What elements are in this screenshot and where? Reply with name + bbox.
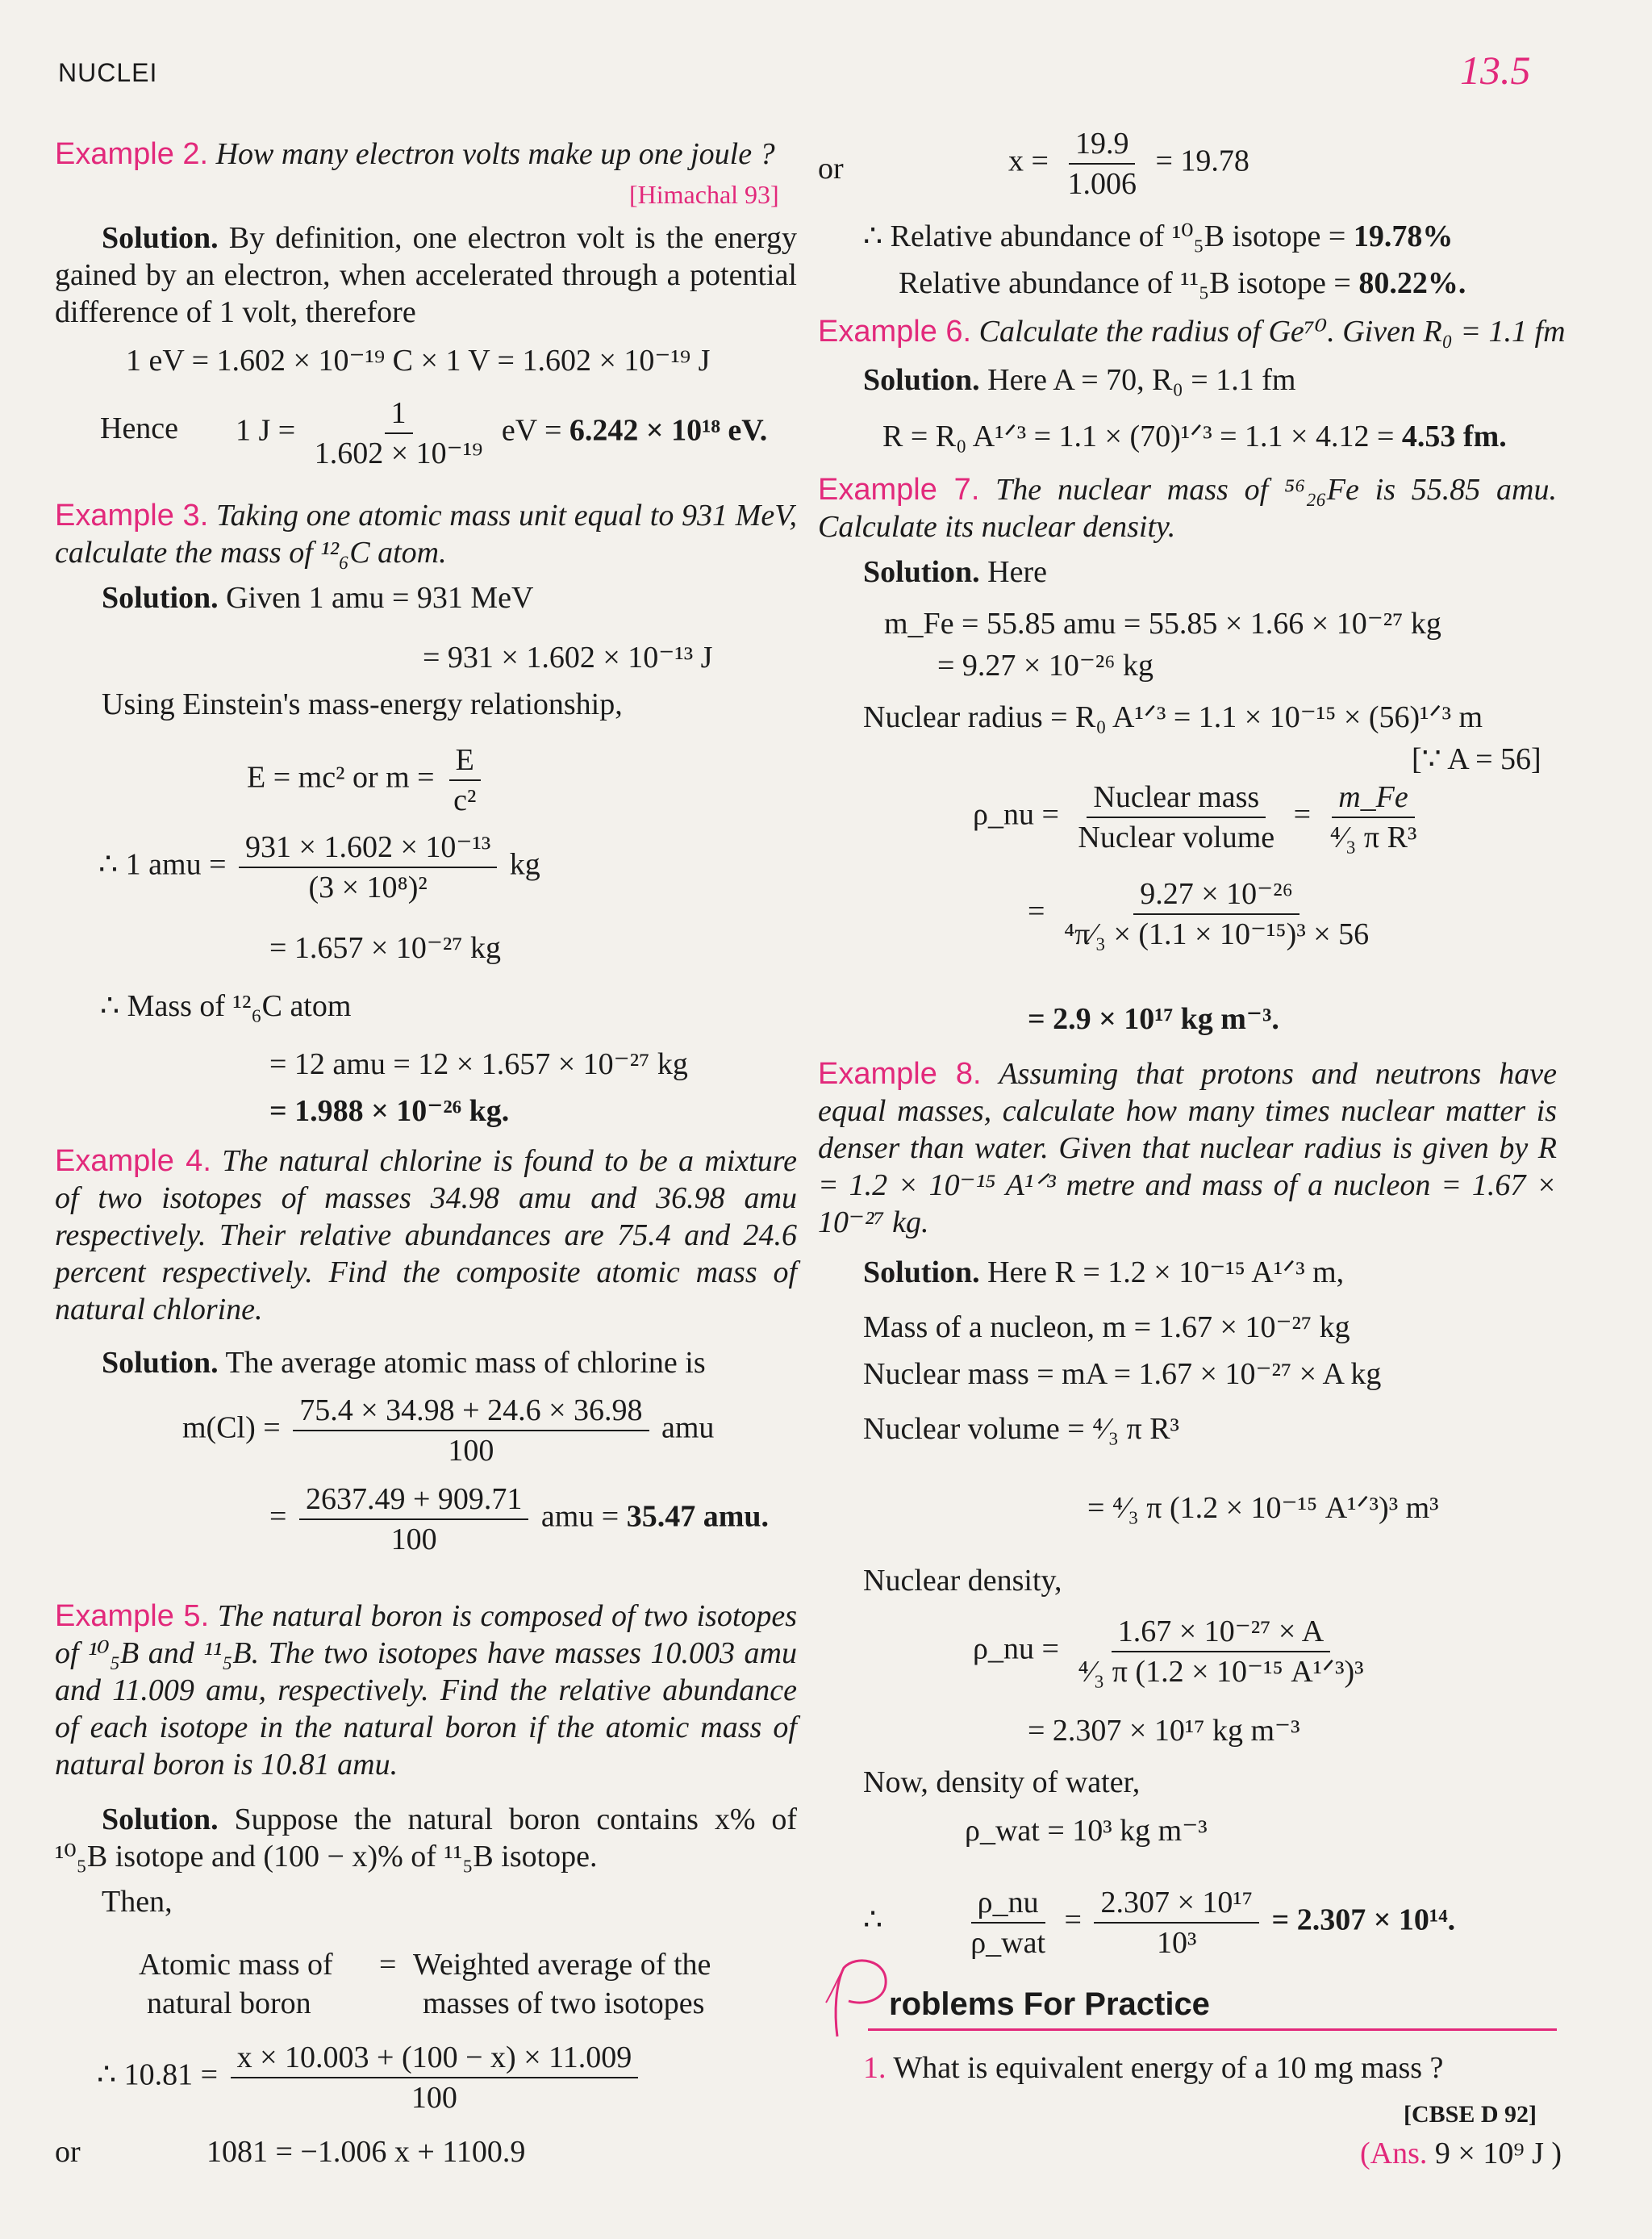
lhs: E = mc² or m = — [247, 760, 435, 795]
hence-label: Hence — [100, 411, 179, 445]
fraction — [1071, 1614, 1370, 1690]
denominator: 1.006 — [1067, 167, 1137, 201]
since-note: [∵ A = 56] — [1412, 742, 1541, 776]
rhs: = 19.78 — [1155, 144, 1249, 178]
lhs: ρ_nu = — [973, 797, 1059, 832]
rhs: eV = — [501, 413, 569, 448]
denominator: 100 — [390, 1523, 437, 1556]
question-number: 1. — [863, 2051, 886, 2085]
fraction — [1071, 779, 1281, 855]
mass-of-carbon: ∴ Mass of ¹²₆C atom — [100, 989, 352, 1023]
chlorine-result — [269, 1481, 769, 1557]
denominator: 100 — [448, 1434, 494, 1468]
ratio-equation — [863, 1885, 1455, 1961]
example-4-solution — [102, 1344, 706, 1381]
atomic-mass-line-1: Atomic mass of — [139, 1948, 333, 1982]
weighted-line-2: masses of two isotopes — [423, 1986, 705, 2020]
atomic-mass-line-2: natural boron — [147, 1986, 311, 2020]
abundance-label: Relative abundance of ¹¹₅B isotope = — [899, 266, 1359, 300]
example-4-text: The natural chlorine is found to be a mixture of two isotopes of masses 34.98 amu and 36.98 amu respectively. Their relative abundances are 75.4 and 24.6 percent respectively. Find the composite atomic mass of natural chlorine. — [55, 1144, 798, 1326]
example-8-label: Example 8. — [818, 1057, 982, 1091]
solution-label: Solution. — [102, 581, 219, 615]
abundance-b10 — [863, 218, 1453, 255]
mass-answer: = 1.988 × 10⁻²⁶ kg. — [269, 1094, 510, 1128]
numerator: 75.4 × 34.98 + 24.6 × 36.98 — [293, 1393, 649, 1431]
example-3-label: Example 3. — [55, 499, 209, 533]
nucleon-mass: Mass of a nucleon, m = 1.67 × 10⁻²⁷ kg — [863, 1310, 1350, 1344]
iron-mass-result: = 9.27 × 10⁻²⁶ kg — [937, 649, 1154, 683]
unit: amu = — [540, 1499, 627, 1534]
example-7-label: Example 7. — [818, 473, 980, 507]
denominator: Nuclear volume — [1078, 821, 1275, 854]
example-8-solution — [863, 1254, 1344, 1291]
solution-label: Solution. — [863, 1255, 980, 1289]
denominator: ρ_wat — [970, 1926, 1046, 1960]
unit: kg — [509, 847, 540, 882]
fraction-2 — [1094, 1885, 1259, 1961]
answer-label: (Ans. — [1360, 2137, 1428, 2170]
iron-mass: m_Fe = 55.85 amu = 55.85 × 1.66 × 10⁻²⁷ kg — [884, 607, 1441, 641]
equals: = — [1293, 797, 1312, 832]
solution-text: By definition, one electron volt is the energy gained by an electron, when accelerated through a potential difference of 1 volt, therefore — [55, 221, 798, 329]
example-5-solution — [55, 1801, 797, 1875]
amu-result: = 1.657 × 10⁻²⁷ kg — [269, 931, 502, 965]
amu-equation — [98, 829, 540, 905]
p-swash-icon — [820, 1956, 892, 2045]
denominator: ⁴π⁄₃ × (1.1 × 10⁻¹⁵)³ × 56 — [1063, 917, 1370, 951]
fraction-2 — [1324, 779, 1424, 855]
solution-label: Solution. — [863, 555, 980, 589]
lhs: m(Cl) = — [182, 1410, 281, 1445]
nuclear-density-label: Nuclear density, — [863, 1564, 1062, 1598]
mass-equation: = 12 amu = 12 × 1.657 × 10⁻²⁷ kg — [269, 1047, 688, 1081]
numerator: 1 — [385, 395, 413, 434]
nuclear-density-equation — [973, 1614, 1375, 1690]
example-2-text: How many electron volts make up one joule ? — [215, 137, 775, 171]
abundance-label: ∴ Relative abundance of ¹⁰₅B isotope = — [863, 219, 1354, 253]
nuclear-mass: Nuclear mass = mA = 1.67 × 10⁻²⁷ × A kg — [863, 1357, 1382, 1391]
given-text: Given 1 amu = 931 MeV — [226, 581, 534, 615]
fraction — [231, 2040, 639, 2116]
fraction — [1058, 876, 1375, 952]
equation-ev: 1 eV = 1.602 × 10⁻¹⁹ C × 1 V = 1.602 × 10⁻¹⁹ J — [126, 344, 711, 378]
equals-sign: = — [379, 1948, 397, 1982]
density-definition — [973, 779, 1428, 855]
numerator: 2637.49 + 909.71 — [299, 1481, 528, 1520]
answer-value: 9 × 10⁹ J ) — [1434, 2137, 1562, 2170]
denominator: (3 × 10⁸)² — [308, 871, 428, 904]
fraction — [293, 1393, 649, 1468]
numerator: E — [449, 742, 481, 781]
example-3-question — [55, 497, 797, 571]
example-2-source: [Himachal 93] — [629, 180, 779, 209]
question-text: What is equivalent energy of a 10 mg mass ? — [893, 2051, 1444, 2085]
numerator: x × 10.003 + (100 − x) × 11.009 — [231, 2040, 639, 2078]
lhs: ∴ 10.81 = — [97, 2057, 219, 2092]
water-density: ρ_wat = 10³ kg m⁻³ — [965, 1814, 1208, 1848]
fraction — [964, 1885, 1052, 1961]
solution-text: Here R = 1.2 × 10⁻¹⁵ A¹ᐟ³ m, — [987, 1255, 1345, 1289]
given-joule: = 931 × 1.602 × 10⁻¹³ J — [423, 641, 713, 675]
fraction — [1061, 126, 1143, 202]
example-7-solution — [863, 553, 1047, 591]
denominator: 100 — [411, 2081, 457, 2115]
denominator: ⁴⁄₃ π (1.2 × 10⁻¹⁵ A¹ᐟ³)³ — [1078, 1655, 1364, 1689]
unit: amu — [661, 1410, 715, 1445]
denominator: 1.602 × 10⁻¹⁹ — [314, 437, 483, 470]
numerator: 19.9 — [1069, 126, 1136, 165]
equals: = — [1064, 1903, 1082, 1937]
numerator: m_Fe — [1332, 779, 1415, 818]
solution-text: The average atomic mass of chlorine is — [225, 1346, 706, 1380]
equation: R = R₀ A¹ᐟ³ = 1.1 × (70)¹ᐟ³ = 1.1 × 4.12 = — [882, 420, 1402, 453]
fraction — [447, 742, 482, 818]
example-2-solution — [55, 219, 797, 331]
then-label: Then, — [102, 1885, 173, 1919]
example-7-question — [818, 471, 1557, 545]
solution-label: Solution. — [102, 1802, 219, 1836]
solution-label: Solution. — [863, 363, 980, 397]
weighted-line-1: Weighted average of the — [413, 1948, 711, 1982]
practice-q1-answer — [1360, 2135, 1562, 2172]
nuclear-radius: Nuclear radius = R₀ A¹ᐟ³ = 1.1 × 10⁻¹⁵ × (56)¹ᐟ³ m — [863, 700, 1483, 734]
or-label-2: or — [818, 152, 844, 186]
numerator: 9.27 × 10⁻²⁶ — [1133, 876, 1299, 915]
example-2-label: Example 2. — [55, 137, 209, 171]
numerator: 2.307 × 10¹⁷ — [1094, 1885, 1259, 1924]
denominator: c² — [453, 783, 477, 817]
abundance-b11 — [899, 265, 1466, 302]
abundance-value: 80.22%. — [1358, 266, 1466, 300]
nuclear-density-result: = 2.307 × 10¹⁷ kg m⁻³ — [1028, 1714, 1300, 1748]
example-3-given — [102, 579, 534, 616]
numerator: Nuclear mass — [1087, 779, 1266, 818]
practice-divider — [868, 2028, 1557, 2031]
abundance-value: 19.78% — [1353, 219, 1454, 253]
example-6-question — [818, 313, 1566, 350]
or-label-1: or — [55, 2135, 81, 2169]
answer: 4.53 fm. — [1401, 420, 1507, 453]
nuclear-volume: Nuclear volume = ⁴⁄₃ π R³ — [863, 1412, 1179, 1446]
fraction — [308, 395, 490, 471]
radius-equation — [882, 418, 1507, 455]
einstein-text: Using Einstein's mass-energy relationship, — [102, 687, 623, 721]
running-header: NUCLEI — [58, 58, 158, 87]
example-6-solution — [863, 361, 1295, 399]
therefore: ∴ — [863, 1903, 883, 1937]
answer: = 2.307 × 10¹⁴. — [1271, 1903, 1456, 1937]
example-4-label: Example 4. — [55, 1144, 211, 1178]
practice-q1-source: [CBSE D 92] — [1404, 2101, 1537, 2128]
nuclear-volume-2: = ⁴⁄₃ π (1.2 × 10⁻¹⁵ A¹ᐟ³)³ m³ — [1087, 1491, 1439, 1525]
equals: = — [1028, 894, 1045, 929]
example-8-text: Assuming that protons and neutrons have equal masses, calculate how many times nuclear matter is denser than water. Given that nuclear radius is given by R = 1.2 × 10⁻¹⁵ A¹ᐟ³ metre and mass of a nucleon = 1.67 × 10⁻²⁷ kg. — [818, 1057, 1557, 1239]
solution-label: Solution. — [102, 221, 219, 255]
lhs: x = — [1008, 144, 1049, 178]
example-6-label: Example 6. — [818, 315, 972, 349]
practice-q1 — [863, 2049, 1443, 2087]
example-8-question — [818, 1055, 1557, 1241]
practice-title: roblems For Practice — [889, 1986, 1210, 2022]
example-5-question — [55, 1598, 797, 1783]
example-2-question — [55, 136, 797, 173]
answer: 6.242 × 10¹⁸ eV. — [569, 413, 768, 448]
lhs: ρ_nu = — [973, 1631, 1059, 1666]
numerator: 931 × 1.602 × 10⁻¹³ — [239, 829, 497, 868]
solution-label: Solution. — [102, 1346, 219, 1380]
x-equation — [1008, 126, 1249, 202]
lhs: 1 J = — [236, 413, 296, 448]
lhs: = — [269, 1499, 287, 1534]
lhs: ∴ 1 amu = — [98, 847, 227, 882]
numerator: 1.67 × 10⁻²⁷ × A — [1112, 1614, 1330, 1652]
page-number: 13.5 — [1460, 48, 1531, 93]
water-label: Now, density of water, — [863, 1765, 1141, 1799]
example-6-text: Calculate the radius of Ge⁷⁰. Given R₀ = 1.1 fm — [978, 315, 1566, 349]
boron-equation — [97, 2040, 643, 2116]
solution-text: Suppose the natural boron contains x% of ¹⁰₅B isotope and (100 − x)% of ¹¹₅B isotope. — [55, 1802, 797, 1873]
solution-text: Here — [987, 555, 1048, 589]
denominator: ⁴⁄₃ π R³ — [1329, 821, 1417, 854]
answer: 35.47 amu. — [626, 1499, 770, 1534]
emc-equation — [247, 742, 487, 818]
example-4-question — [55, 1142, 797, 1328]
boron-simplified: 1081 = −1.006 x + 1100.9 — [206, 2135, 526, 2169]
fraction — [239, 829, 497, 905]
density-answer: = 2.9 × 10¹⁷ kg m⁻³. — [1028, 1002, 1279, 1036]
chlorine-equation — [182, 1393, 714, 1468]
example-5-label: Example 5. — [55, 1599, 210, 1633]
fraction — [299, 1481, 528, 1557]
example-5-text: The natural boron is composed of two isotopes of ¹⁰₅B and ¹¹₅B. The two isotopes have masses 10.003 amu and 11.009 amu, respectively. Find the relative abundance of each isotope in the natural boron if the atomic mass of natural boron is 10.81 amu. — [55, 1599, 798, 1782]
denominator: 10³ — [1157, 1926, 1197, 1960]
equation-joule — [236, 395, 767, 471]
density-substitution — [1028, 876, 1380, 952]
numerator: ρ_nu — [971, 1885, 1045, 1924]
example-7-text: The nuclear mass of ⁵⁶₂₆Fe is 55.85 amu. Calculate its nuclear density. — [818, 473, 1557, 544]
example-3-text: Taking one atomic mass unit equal to 931 MeV, calculate the mass of ¹²₆C atom. — [55, 499, 798, 570]
solution-text: Here A = 70, R₀ = 1.1 fm — [987, 363, 1296, 397]
